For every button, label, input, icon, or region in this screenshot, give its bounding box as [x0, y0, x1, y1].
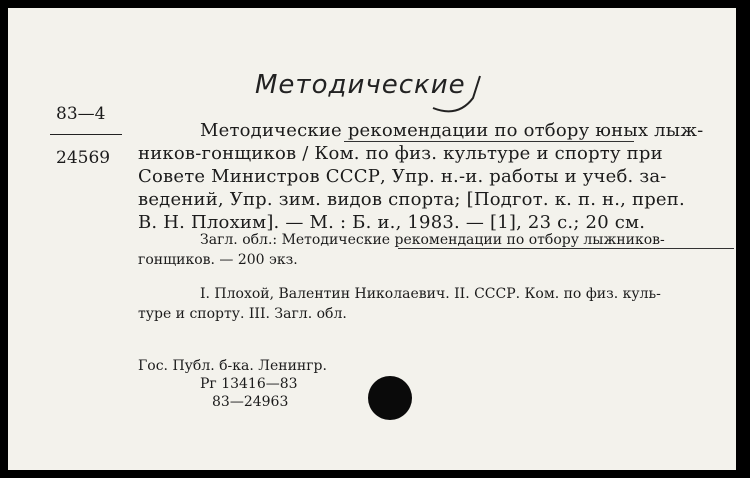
call-number-top: 83—4	[56, 104, 106, 124]
tracing-line-2: туре и спорту. III. Загл. обл.	[138, 306, 347, 322]
note-line-2: гонщиков. — 200 экз.	[138, 252, 298, 268]
call-number-bottom: 24569	[56, 148, 111, 168]
catalog-card	[8, 8, 736, 470]
footer-number: 83—24963	[212, 394, 289, 410]
note-line-1: Загл. обл.: Методические рекомендации по отбору лыжников-	[200, 232, 665, 248]
entry-line-1: Методические рекомендации по отбору юных лыж-	[200, 120, 704, 141]
tracing-line-1: I. Плохой, Валентин Николаевич. II. СССР. Ком. по физ. куль-	[200, 286, 661, 302]
entry-line-5: В. Н. Плохим]. — М. : Б. и., 1983. — [1], 23 с.; 20 см.	[138, 212, 646, 233]
hand-underline-2	[398, 248, 734, 249]
call-number-divider	[50, 134, 122, 135]
entry-line-2: ников-гонщиков / Ком. по физ. культуре и спорту при	[138, 143, 663, 164]
footer-library: Гос. Публ. б-ка. Ленингр.	[138, 358, 327, 374]
hand-underline-1	[344, 141, 634, 142]
ink-blot	[368, 376, 412, 420]
entry-line-4: ведений, Упр. зим. видов спорта; [Подгот. к. п. н., преп.	[138, 189, 685, 210]
handwritten-note: Методические	[255, 70, 466, 100]
handwritten-stroke	[428, 68, 488, 118]
footer-registry: Рг 13416—83	[200, 376, 298, 392]
entry-line-3: Совете Министров СССР, Упр. н.-и. работы и учеб. за-	[138, 166, 667, 187]
